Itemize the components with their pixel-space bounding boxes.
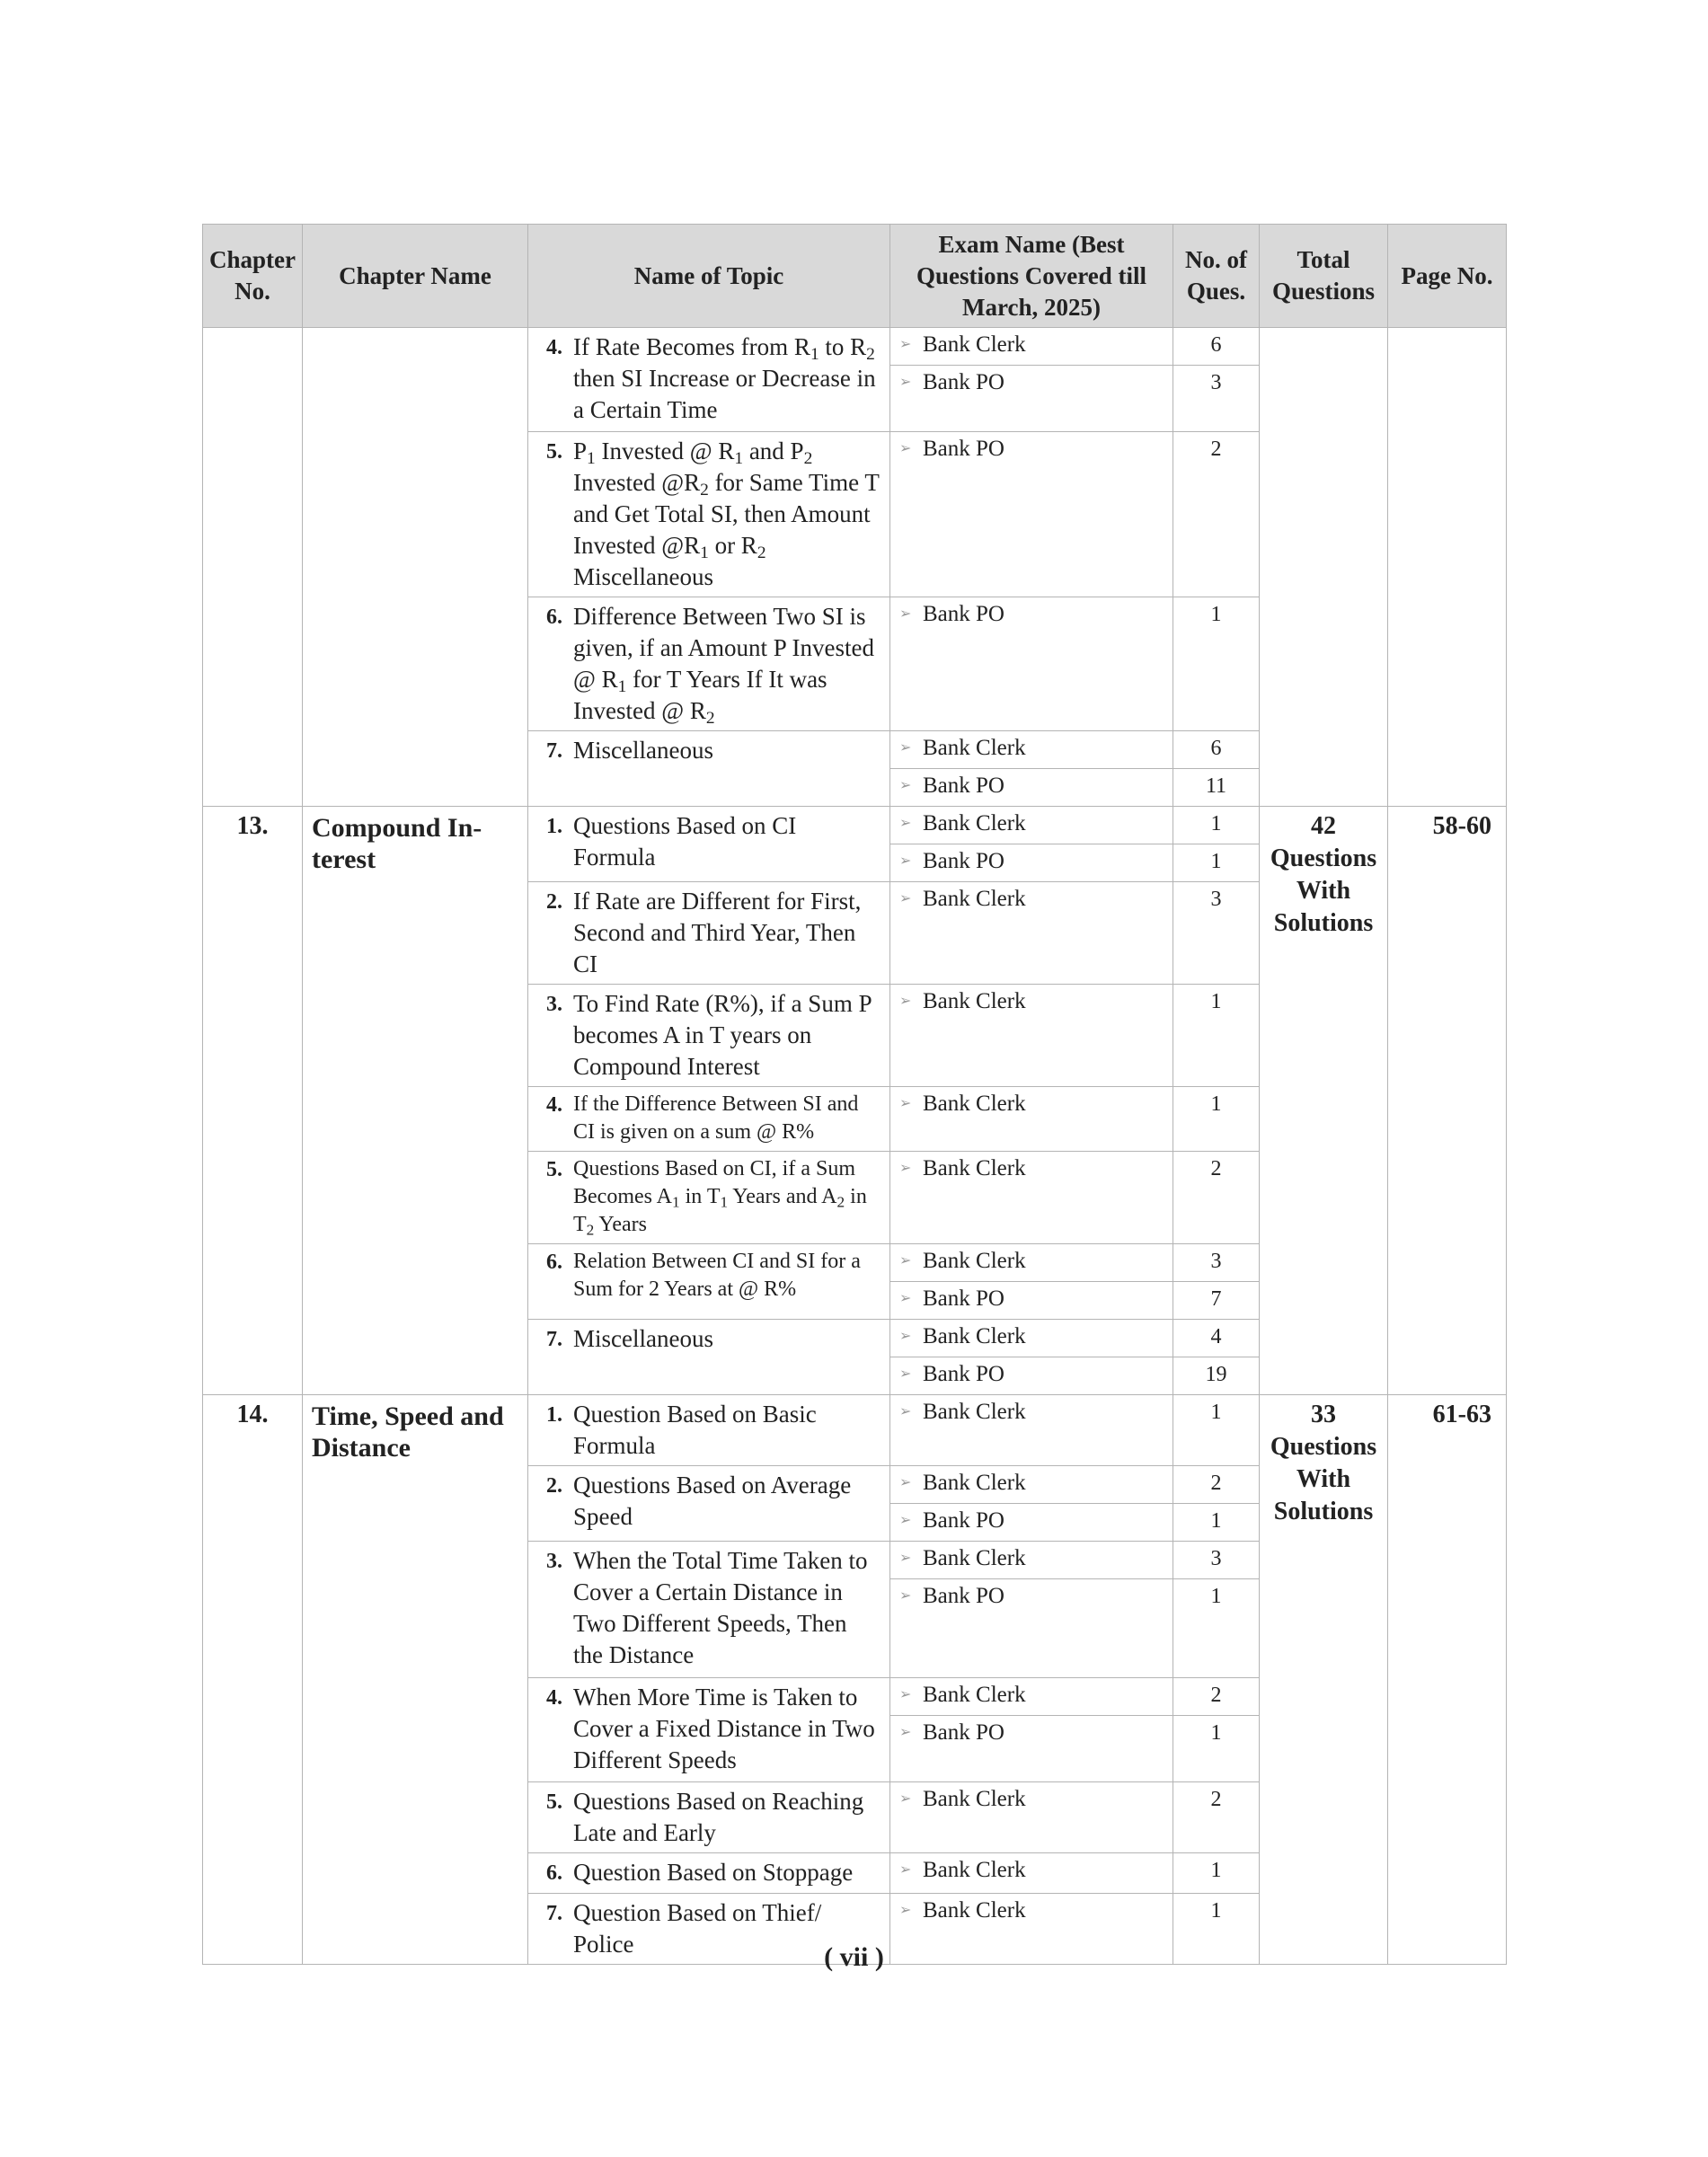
question-count: 2 <box>1173 1466 1260 1504</box>
topic-number: 4. <box>546 336 562 359</box>
toc-table <box>202 224 1507 1965</box>
page-range: 61-63 <box>1388 1395 1507 1965</box>
exam-name: Bank Clerk <box>923 1324 1026 1348</box>
topic-cell <box>528 1678 890 1782</box>
exam-cell <box>890 769 1173 807</box>
exam-name: Bank Clerk <box>923 1858 1026 1882</box>
exam-name: Bank Clerk <box>923 1092 1026 1116</box>
arrow-icon: ➢ <box>899 778 912 793</box>
arrow-icon: ➢ <box>899 1366 912 1382</box>
arrow-icon: ➢ <box>899 853 912 869</box>
chapter-number: 13. <box>203 807 303 1395</box>
chapter-name: Compound In-terest <box>303 807 528 1395</box>
topic-cell <box>528 1542 890 1678</box>
topic-line <box>546 1786 882 1849</box>
topic-text: $P_1$ Invested @ $R_1$ and $P_2$ Invested $@R_2$ for Same Time T and Get Total SI, then Amount Invested $@R_1$ or $R_2$ Miscellaneous <box>573 438 880 590</box>
arrow-icon: ➢ <box>899 1513 912 1528</box>
topic-line <box>546 601 882 727</box>
chapter-name <box>303 328 528 807</box>
topic-line <box>546 1857 882 1889</box>
arrow-icon: ➢ <box>899 1096 912 1111</box>
exam-cell <box>890 844 1173 882</box>
question-count: 1 <box>1173 985 1260 1087</box>
question-count: 3 <box>1173 1244 1260 1282</box>
header-exam-name: Exam Name (Best Questions Covered till March, 2025) <box>890 225 1173 328</box>
exam-name: Bank Clerk <box>923 1156 1026 1180</box>
topic-number: 1. <box>546 1403 562 1427</box>
exam-name: Bank Clerk <box>923 1787 1026 1811</box>
topic-cell <box>528 328 890 432</box>
exam-name: Bank Clerk <box>923 1898 1026 1923</box>
topic-line <box>546 735 882 767</box>
topic-cell <box>528 985 890 1087</box>
question-count: 1 <box>1173 1716 1260 1782</box>
topic-text: When More Time is Taken to Cover a Fixed Distance in Two Different Speeds <box>573 1684 875 1773</box>
arrow-icon: ➢ <box>899 1862 912 1878</box>
question-count: 19 <box>1173 1357 1260 1395</box>
chapter-number: 14. <box>203 1395 303 1965</box>
exam-cell <box>890 1782 1173 1853</box>
topic-number: 7. <box>546 1328 562 1351</box>
exam-cell <box>890 1678 1173 1716</box>
exam-cell <box>890 1244 1173 1282</box>
arrow-icon: ➢ <box>899 1291 912 1306</box>
arrow-icon: ➢ <box>899 1475 912 1490</box>
exam-name: Bank PO <box>923 370 1004 394</box>
exam-cell <box>890 1087 1173 1152</box>
question-count: 3 <box>1173 366 1260 432</box>
header-topic: Name of Topic <box>528 225 890 328</box>
arrow-icon: ➢ <box>899 891 912 906</box>
question-count: 1 <box>1173 807 1260 844</box>
exam-name: Bank PO <box>923 849 1004 873</box>
arrow-icon: ➢ <box>899 1404 912 1419</box>
exam-name: Bank Clerk <box>923 989 1026 1013</box>
header-row <box>203 225 1507 328</box>
exam-cell <box>890 1579 1173 1678</box>
exam-name: Bank PO <box>923 1508 1004 1533</box>
exam-name: Bank PO <box>923 1720 1004 1745</box>
topic-cell <box>528 731 890 807</box>
exam-cell <box>890 432 1173 597</box>
exam-name: Bank PO <box>923 1584 1004 1608</box>
topic-text: Relation Between CI and SI for a Sum for 2 Years at @ R% <box>573 1250 861 1301</box>
header-chapter-name: Chapter Name <box>303 225 528 328</box>
topic-number: 6. <box>546 606 562 629</box>
page-range: 58-60 <box>1388 807 1507 1395</box>
question-count: 7 <box>1173 1282 1260 1320</box>
total-questions: 42 Questions With Solutions <box>1260 807 1388 1395</box>
header-page: Page No. <box>1388 225 1507 328</box>
topic-cell <box>528 882 890 985</box>
topic-number: 5. <box>546 1158 562 1181</box>
topic-text: If Rate Becomes from $R_1$ to $R_2$ then SI Increase or Decrease in a Certain Time <box>573 333 876 423</box>
topic-number: 7. <box>546 739 562 763</box>
topic-line <box>546 988 882 1083</box>
total-questions <box>1260 328 1388 807</box>
arrow-icon: ➢ <box>899 337 912 352</box>
arrow-icon: ➢ <box>899 606 912 622</box>
topic-cell <box>528 1244 890 1320</box>
arrow-icon: ➢ <box>899 1725 912 1740</box>
topic-text: Miscellaneous <box>573 1325 713 1352</box>
topic-cell <box>528 1152 890 1244</box>
topic-text: Questions Based on CI, if a Sum Becomes $A_1$ in $T_1$ Years and $A_2$ in $T_2$ Years <box>573 1157 867 1239</box>
question-count: 1 <box>1173 1504 1260 1542</box>
header-chapter-no: Chapter No. <box>203 225 303 328</box>
exam-name: Bank PO <box>923 1286 1004 1311</box>
exam-name: Bank Clerk <box>923 1249 1026 1273</box>
table-row <box>203 1395 1507 1466</box>
table-row <box>203 328 1507 366</box>
topic-cell <box>528 1782 890 1853</box>
arrow-icon: ➢ <box>899 1791 912 1807</box>
topic-line <box>546 1682 882 1776</box>
topic-line <box>546 436 882 593</box>
topic-text: Miscellaneous <box>573 737 713 764</box>
chapter-name: Time, Speed and Distance <box>303 1395 528 1965</box>
topic-text: Question Based on Thief/ Police <box>573 1899 822 1958</box>
arrow-icon: ➢ <box>899 1161 912 1176</box>
exam-cell <box>890 1152 1173 1244</box>
topic-number: 5. <box>546 1790 562 1814</box>
exam-name: Bank PO <box>923 774 1004 798</box>
topic-number: 3. <box>546 993 562 1016</box>
exam-name: Bank Clerk <box>923 811 1026 835</box>
exam-cell <box>890 1853 1173 1894</box>
question-count: 3 <box>1173 882 1260 985</box>
topic-text: Difference Between Two SI is given, if an Amount P Invested @ $R_1$ for T Years If It was Invested @ $R_2$ <box>573 603 874 728</box>
topic-number: 7. <box>546 1902 562 1925</box>
question-count: 1 <box>1173 1894 1260 1965</box>
arrow-icon: ➢ <box>899 1253 912 1269</box>
topic-number: 2. <box>546 1474 562 1498</box>
arrow-icon: ➢ <box>899 1588 912 1604</box>
question-count: 1 <box>1173 1395 1260 1466</box>
topic-cell <box>528 807 890 882</box>
topic-cell <box>528 1853 890 1894</box>
exam-name: Bank PO <box>923 1362 1004 1386</box>
question-count: 1 <box>1173 1853 1260 1894</box>
question-count: 1 <box>1173 1087 1260 1152</box>
table-row <box>203 807 1507 844</box>
topic-line <box>546 1470 882 1533</box>
exam-cell <box>890 1357 1173 1395</box>
page-number: ( vii ) <box>824 1942 884 1972</box>
toc-body <box>203 328 1507 1965</box>
exam-name: Bank Clerk <box>923 1400 1026 1424</box>
topic-number: 4. <box>546 1093 562 1117</box>
exam-cell <box>890 366 1173 432</box>
question-count: 11 <box>1173 769 1260 807</box>
exam-cell <box>890 597 1173 731</box>
chapter-number <box>203 328 303 807</box>
arrow-icon: ➢ <box>899 740 912 756</box>
exam-name: Bank Clerk <box>923 1546 1026 1570</box>
question-count: 2 <box>1173 1678 1260 1716</box>
topic-cell <box>528 1466 890 1542</box>
exam-name: Bank Clerk <box>923 1683 1026 1707</box>
topic-text: Questions Based on Average Speed <box>573 1472 852 1530</box>
topic-text: Question Based on Basic Formula <box>573 1401 817 1459</box>
arrow-icon: ➢ <box>899 1903 912 1918</box>
exam-cell <box>890 731 1173 769</box>
topic-number: 6. <box>546 1251 562 1274</box>
topic-text: Question Based on Stoppage <box>573 1859 854 1886</box>
arrow-icon: ➢ <box>899 1329 912 1344</box>
topic-line <box>546 1399 882 1462</box>
exam-cell <box>890 882 1173 985</box>
topic-cell <box>528 597 890 731</box>
page-range <box>1388 328 1507 807</box>
exam-cell <box>890 1320 1173 1357</box>
question-count: 2 <box>1173 1782 1260 1853</box>
arrow-icon: ➢ <box>899 1687 912 1702</box>
arrow-icon: ➢ <box>899 816 912 831</box>
exam-cell <box>890 1716 1173 1782</box>
exam-cell <box>890 1542 1173 1579</box>
exam-cell <box>890 1395 1173 1466</box>
topic-line <box>546 886 882 980</box>
topic-line <box>546 1545 882 1671</box>
exam-cell <box>890 1466 1173 1504</box>
topic-line <box>546 810 882 873</box>
question-count: 1 <box>1173 597 1260 731</box>
arrow-icon: ➢ <box>899 1551 912 1566</box>
question-count: 3 <box>1173 1542 1260 1579</box>
question-count: 1 <box>1173 844 1260 882</box>
topic-cell <box>528 432 890 597</box>
topic-cell <box>528 1320 890 1395</box>
topic-line <box>546 1155 882 1239</box>
header-total: Total Questions <box>1260 225 1388 328</box>
question-count: 2 <box>1173 432 1260 597</box>
topic-cell <box>528 1087 890 1152</box>
exam-cell <box>890 328 1173 366</box>
topic-number: 3. <box>546 1550 562 1573</box>
question-count: 1 <box>1173 1579 1260 1678</box>
exam-name: Bank PO <box>923 602 1004 626</box>
topic-line <box>546 332 882 426</box>
topic-line <box>546 1091 882 1146</box>
topic-number: 6. <box>546 1861 562 1885</box>
exam-cell <box>890 985 1173 1087</box>
question-count: 6 <box>1173 328 1260 366</box>
topic-text: Questions Based on CI Formula <box>573 812 797 871</box>
exam-cell <box>890 807 1173 844</box>
exam-name: Bank Clerk <box>923 1471 1026 1495</box>
exam-name: Bank Clerk <box>923 736 1026 760</box>
topic-number: 4. <box>546 1686 562 1710</box>
question-count: 4 <box>1173 1320 1260 1357</box>
arrow-icon: ➢ <box>899 375 912 390</box>
topic-line <box>546 1323 882 1356</box>
exam-name: Bank PO <box>923 437 1004 461</box>
topic-text: Questions Based on Reaching Late and Early <box>573 1788 864 1846</box>
exam-name: Bank Clerk <box>923 332 1026 357</box>
exam-name: Bank Clerk <box>923 887 1026 911</box>
exam-cell <box>890 1282 1173 1320</box>
topic-text: When the Total Time Taken to Cover a Certain Distance in Two Different Speeds, Then the Distance <box>573 1547 868 1668</box>
question-count: 2 <box>1173 1152 1260 1244</box>
topic-text: To Find Rate (R%), if a Sum P becomes A in T years on Compound Interest <box>573 990 872 1080</box>
arrow-icon: ➢ <box>899 994 912 1009</box>
topic-cell <box>528 1395 890 1466</box>
question-count: 6 <box>1173 731 1260 769</box>
topic-text: If Rate are Different for First, Second and Third Year, Then CI <box>573 888 862 977</box>
total-questions: 33 Questions With Solutions <box>1260 1395 1388 1965</box>
topic-line <box>546 1248 882 1304</box>
topic-number: 5. <box>546 440 562 464</box>
exam-cell <box>890 1504 1173 1542</box>
topic-number: 2. <box>546 890 562 914</box>
topic-number: 1. <box>546 815 562 838</box>
topic-text: If the Difference Between SI and CI is given on a sum @ R% <box>573 1092 859 1144</box>
header-num-ques: No. of Ques. <box>1173 225 1260 328</box>
arrow-icon: ➢ <box>899 441 912 456</box>
